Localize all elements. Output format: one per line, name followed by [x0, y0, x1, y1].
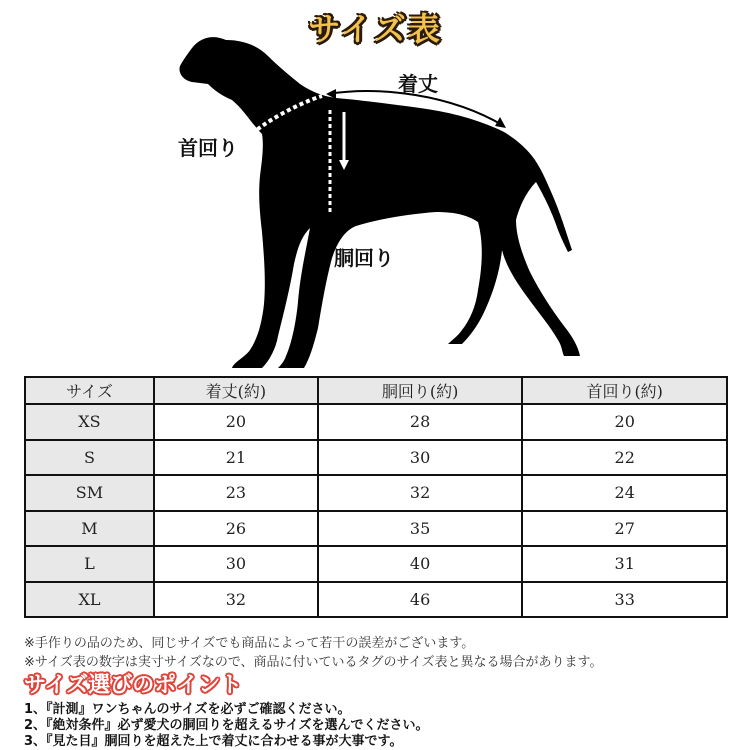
- table-row: [25, 546, 727, 582]
- point-item-3: 3、『見た目』胴回りを超えた上で着丈に合わせる事が大事です。: [24, 734, 403, 749]
- size-cell: XS: [25, 404, 154, 440]
- size-selection-points-title: サイズ選びのポイント: [24, 673, 243, 698]
- table-row: [25, 475, 727, 511]
- chest-label: 胴回り: [334, 246, 394, 270]
- neck-label: 首回り: [178, 136, 238, 160]
- neck-cell: 22: [522, 440, 727, 476]
- size-cell: S: [25, 440, 154, 476]
- neck-cell: 33: [522, 582, 727, 618]
- neck-cell: 31: [522, 546, 727, 582]
- size-cell: SM: [25, 475, 154, 511]
- table-row: [25, 511, 727, 547]
- table-header-row: [25, 377, 727, 404]
- length-cell: 32: [154, 582, 318, 618]
- chest-cell: 30: [318, 440, 523, 476]
- length-cell: 26: [154, 511, 318, 547]
- table-row: [25, 440, 727, 476]
- header-size: サイズ: [25, 377, 154, 404]
- size-chart-title: サイズ表: [308, 10, 442, 48]
- length-cell: 20: [154, 404, 318, 440]
- header-neck: 首回り(約): [522, 377, 727, 404]
- chest-cell: 32: [318, 475, 523, 511]
- chest-cell: 35: [318, 511, 523, 547]
- length-cell: 21: [154, 440, 318, 476]
- note-actual-size: ※サイズ表の数字は実寸サイズなので、商品に付いているタグのサイズ表と異なる場合があります。: [24, 655, 603, 670]
- size-table: [24, 376, 728, 618]
- size-cell: L: [25, 546, 154, 582]
- chest-cell: 40: [318, 546, 523, 582]
- length-cell: 23: [154, 475, 318, 511]
- header-chest: 胴回り(約): [318, 377, 523, 404]
- chest-cell: 28: [318, 404, 523, 440]
- table-row: [25, 582, 727, 618]
- note-handmade: ※手作りの品のため、同じサイズでも商品によって若干の誤差がございます。: [24, 636, 475, 651]
- neck-cell: 20: [522, 404, 727, 440]
- header-length: 着丈(約): [154, 377, 318, 404]
- neck-cell: 27: [522, 511, 727, 547]
- point-item-1: 1、『計測』ワンちゃんのサイズを必ずご確認ください。: [24, 702, 351, 717]
- chest-cell: 46: [318, 582, 523, 618]
- dog-silhouette: [180, 37, 581, 368]
- neck-cell: 24: [522, 475, 727, 511]
- size-cell: M: [25, 511, 154, 547]
- length-label: 着丈: [398, 72, 438, 96]
- length-cell: 30: [154, 546, 318, 582]
- point-item-2: 2、『絶対条件』必ず愛犬の胴回りを超えるサイズを選んでください。: [24, 718, 429, 733]
- table-row: [25, 404, 727, 440]
- size-cell: XL: [25, 582, 154, 618]
